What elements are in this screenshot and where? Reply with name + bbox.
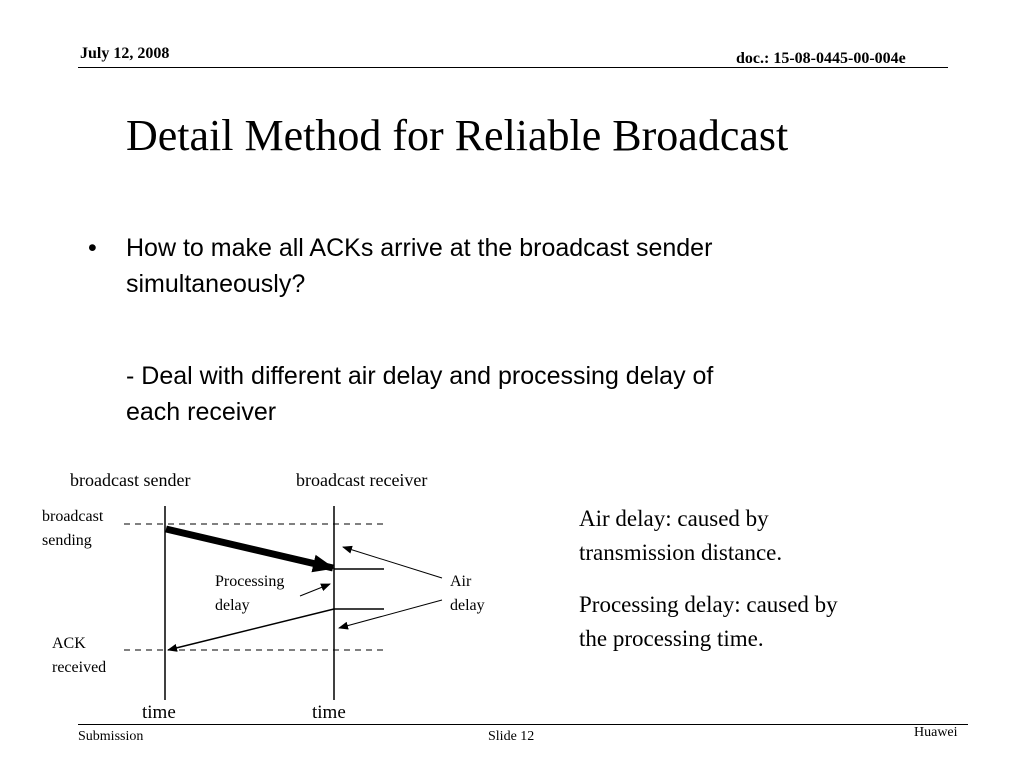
note-processing-delay-line-2: the processing time.: [579, 626, 764, 651]
bullet-line-1: How to make all ACKs arrive at the broadcast sender: [126, 234, 713, 262]
sub-point-line-2: each receiver: [126, 398, 277, 426]
ack-received-label-1: ACK: [52, 635, 86, 652]
sender-label: broadcast sender: [70, 470, 191, 490]
header-doc-id: doc.: 15-08-0445-00-004e: [736, 50, 906, 67]
broadcast-arrow: [166, 529, 333, 568]
air-delay-label-2: delay: [450, 597, 485, 614]
ack-received-label-2: received: [52, 659, 107, 676]
bullet-line-2: simultaneously?: [126, 270, 306, 298]
bullet-symbol: •: [88, 234, 97, 262]
processing-delay-label-2: delay: [215, 597, 250, 614]
note-air-delay-line-1: Air delay: caused by: [579, 506, 769, 531]
air-delay-pointer-bottom: [339, 600, 442, 628]
footer-submission: Submission: [78, 729, 144, 744]
ack-arrow: [168, 609, 334, 650]
broadcast-sending-label-2: sending: [42, 532, 92, 549]
footer-company: Huawei: [914, 725, 958, 740]
note-air-delay-line-2: transmission distance.: [579, 540, 783, 565]
receiver-time-label: time: [312, 702, 346, 723]
sender-time-label: time: [142, 702, 176, 723]
header-date: July 12, 2008: [80, 45, 170, 62]
air-delay-label-1: Air: [450, 573, 472, 590]
footer-rule: [78, 724, 968, 725]
slide-title: Detail Method for Reliable Broadcast: [126, 111, 789, 160]
air-delay-pointer-top: [343, 547, 442, 578]
note-processing-delay-line-1: Processing delay: caused by: [579, 592, 838, 617]
broadcast-sending-label-1: broadcast: [42, 508, 104, 525]
footer-slide-number: Slide 12: [488, 729, 535, 744]
processing-delay-label-1: Processing: [215, 573, 285, 590]
receiver-label: broadcast receiver: [296, 470, 428, 490]
sub-point-line-1: - Deal with different air delay and processing delay of: [126, 362, 714, 390]
processing-delay-pointer: [300, 584, 330, 596]
